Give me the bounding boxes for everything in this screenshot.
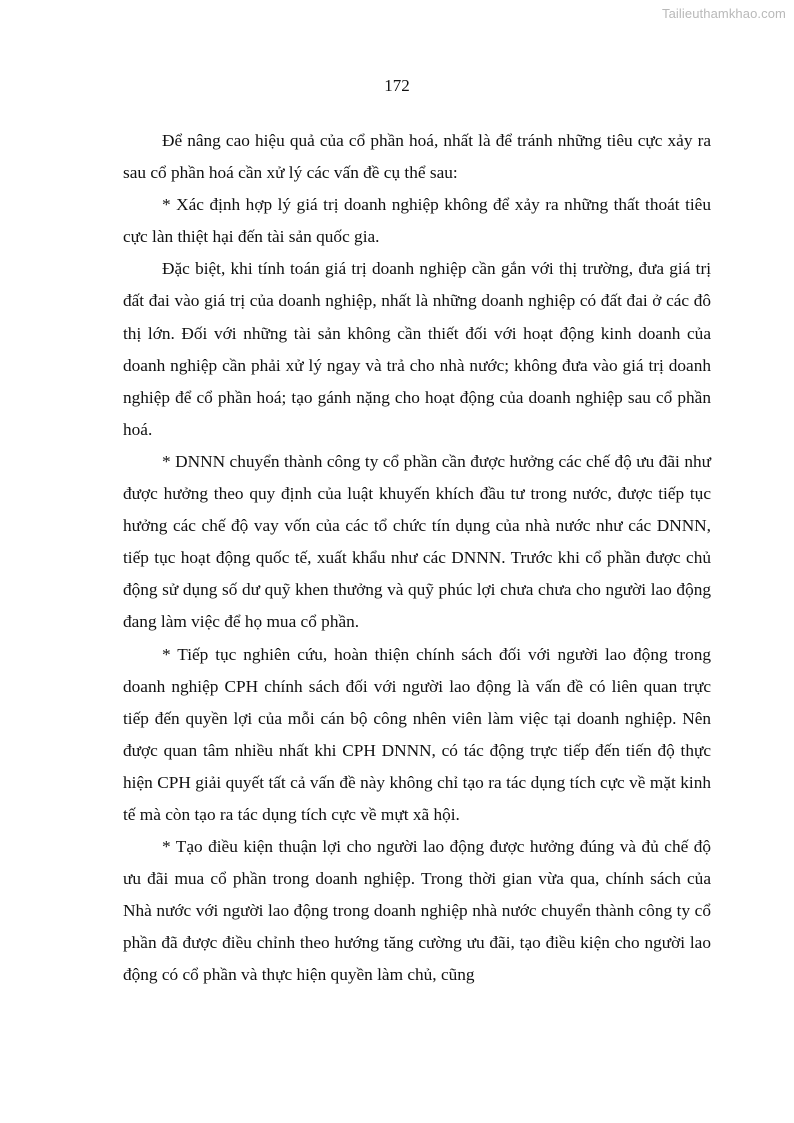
page-number: 172 [384, 76, 410, 95]
paragraph-incentives: * DNNN chuyển thành công ty cổ phần cần được hưởng các chế độ ưu đãi như được hưởng theo quy định của luật khuyến khích đầu tư trong nước, được tiếp tục hưởng các chế độ vay vốn của các tổ chức tín dụng của nhà nước như các DNNN, tiếp tục hoạt động quốc tế, xuất khẩu như các DNNN. Trước khi cổ phần được chủ động sử dụng số dư quỹ khen thưởng và quỹ phúc lợi chưa chưa cho người lao động đang làm việc để họ mua cổ phần. [123, 451, 711, 632]
paragraph-land-value: Đặc biệt, khi tính toán giá trị doanh nghiệp cần gắn với thị trường, đưa giá trị đất đai vào giá trị của doanh nghiệp, nhất là những doanh nghiệp có đất đai ở các đô thị lớn. Đối với những tài sản không cần thiết đối với hoạt động kinh doanh của doanh nghiệp cần phải xử lý ngay và trả cho nhà nước; không đưa vào giá trị doanh nghiệp để cổ phần hoá; tạo gánh nặng cho hoạt động của doanh nghiệp sau cổ phần hoá. [123, 259, 711, 439]
document-body [123, 125, 711, 992]
paragraph-intro: Để nâng cao hiệu quả của cổ phần hoá, nhất là để tránh những tiêu cực xảy ra sau cổ phần hoá cần xử lý các vấn đề cụ thể sau: [123, 131, 711, 183]
paragraph-labor-policy: * Tiếp tục nghiên cứu, hoàn thiện chính sách đối với người lao động trong doanh nghiệp CPH chính sách đối với người lao động là vấn đề có liên quan trực tiếp đến quyền lợi của mỗi cán bộ công nhên viên làm việc tại doanh nghiệp. Nên được quan tâm nhiều nhất khi CPH DNNN, có tác động trực tiếp đến tiến độ thực hiện CPH giải quyết tất cả vấn đề này không chỉ tạo ra tác dụng tích cực về mặt kinh tế mà còn tạo ra tác dụng tích cực về mựt xã hội. [123, 644, 711, 824]
paragraph-employee-shares: * Tạo điều kiện thuận lợi cho người lao động được hưởng đúng và đủ chế độ ưu đãi mua cổ phần trong doanh nghiệp. Trong thời gian vừa qua, chính sách của Nhà nước với người lao động trong doanh nghiệp nhà nước chuyển thành công ty cổ phần đã được điều chỉnh theo hướng tăng cường ưu đãi, tạo điều kiện cho người lao động có cổ phần và thực hiện quyền làm chủ, cũng [123, 837, 711, 985]
paragraph-valuation: * Xác định hợp lý giá trị doanh nghiệp không để xảy ra những thất thoát tiêu cực làn thiệt hại đến tài sản quốc gia. [123, 195, 711, 247]
watermark: Tailieuthamkhao.com [661, 6, 786, 21]
